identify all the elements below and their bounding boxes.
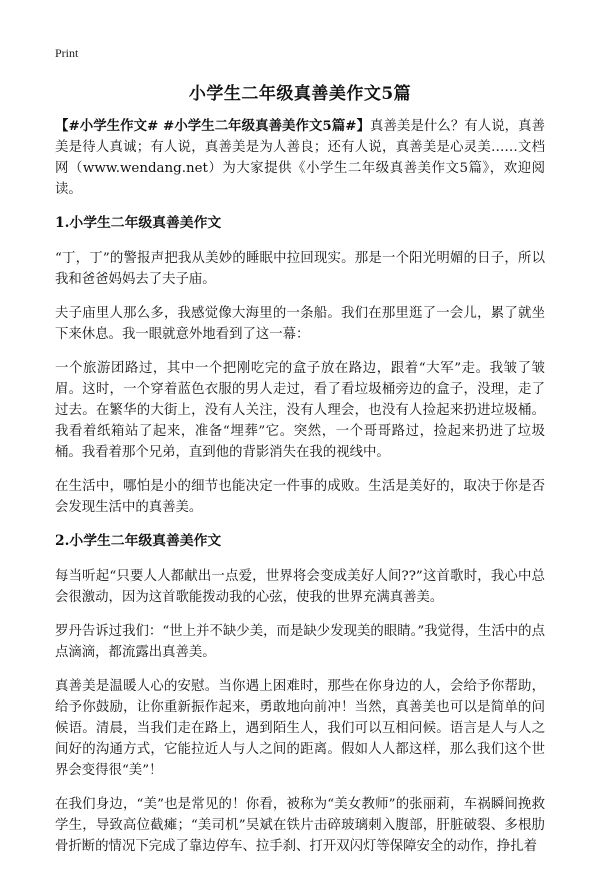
section-2-paragraph: 罗丹告诉过我们：“世上并不缺少美，而是缺少发现美的眼睛。”我觉得，生活中的点点滴滴，都流露出真善美。: [55, 624, 545, 660]
section-1-paragraph: “丁，丁”的警报声把我从美妙的睡眠中拉回现实。那是一个阳光明媚的日子，所以我和爸爸妈妈去了夫子庙。: [55, 251, 545, 287]
intro-tag: 【#小学生作文# #小学生二年级真善美作文5篇#】: [55, 118, 371, 134]
intro-paragraph: [55, 116, 545, 200]
document-body: [55, 116, 545, 870]
section-1-paragraph: 夫子庙里人那么多，我感觉像大海里的一条船。我们在那里逛了一会儿，累了就坐下来休息。我一眼就意外地看到了这一幕：: [55, 306, 545, 342]
section-1-paragraph: 一个旅游团路过，其中一个把刚吃完的盒子放在路边，跟着“大军”走。我皱了皱眉。这时，一个穿着蓝色衣服的男人走过，看了看垃圾桶旁边的盒子，没理，走了过去。在繁华的大街上，没有人关注，没有人理会，也没有人捡起来扔进垃圾桶。我看着纸箱站了起来，准备“埋葬”它。突然，一个哥哥路过，捡起来扔进了垃圾桶。我看着那个兄弟，直到他的背影消失在我的视线中。: [55, 361, 545, 460]
intro-text: 真善美是什么？有人说，真善美是待人真诚；有人说，真善美是为人善良；还有人说，真善美是心灵美……文档网（www.wendang.net）为大家提供《小学生二年级真善美作文5篇》，欢迎阅读。: [55, 119, 546, 197]
section-1-paragraph: 在生活中，哪怕是小的细节也能决定一件事的成败。生活是美好的，取决于你是否会发现生活中的真善美。: [55, 479, 545, 515]
page-title: 小学生二年级真善美作文5篇: [188, 84, 412, 104]
section-1-heading: 1.小学生二年级真善美作文: [55, 215, 222, 231]
section-2-heading: 2.小学生二年级真善美作文: [55, 533, 222, 549]
section-2-paragraph: 在我们身边，“美”也是常见的！你看，被称为“美女教师”的张丽莉，车祸瞬间挽救学生，导致高位截瘫；“美司机”吴斌在铁片击碎玻璃刺入腹部，肝脏破裂、多根肋骨折断的情况下完成了靠边停车、拉手刹、打开双闪灯等保障安全的动作，挣扎着: [55, 797, 545, 854]
print-label[interactable]: Print: [55, 46, 79, 60]
section-2-paragraph: 真善美是温暖人心的安慰。当你遇上困难时，那些在你身边的人，会给予你帮助，给予你鼓励，让你重新振作起来，勇敢地向前冲！当然，真善美也可以是简单的问候语。清晨，当我们走在路上，遇到陌生人，我们可以互相问候。语言是人与人之间好的沟通方式，它能拉近人与人之间的距离。假如人人都这样，那么我们这个世界会变得很“美”！: [55, 679, 545, 778]
section-2-paragraph: 每当听起“只要人人都献出一点爱，世界将会变成美好人间??”这首歌时，我心中总会很激动，因为这首歌能拨动我的心弦，使我的世界充满真善美。: [55, 569, 545, 605]
